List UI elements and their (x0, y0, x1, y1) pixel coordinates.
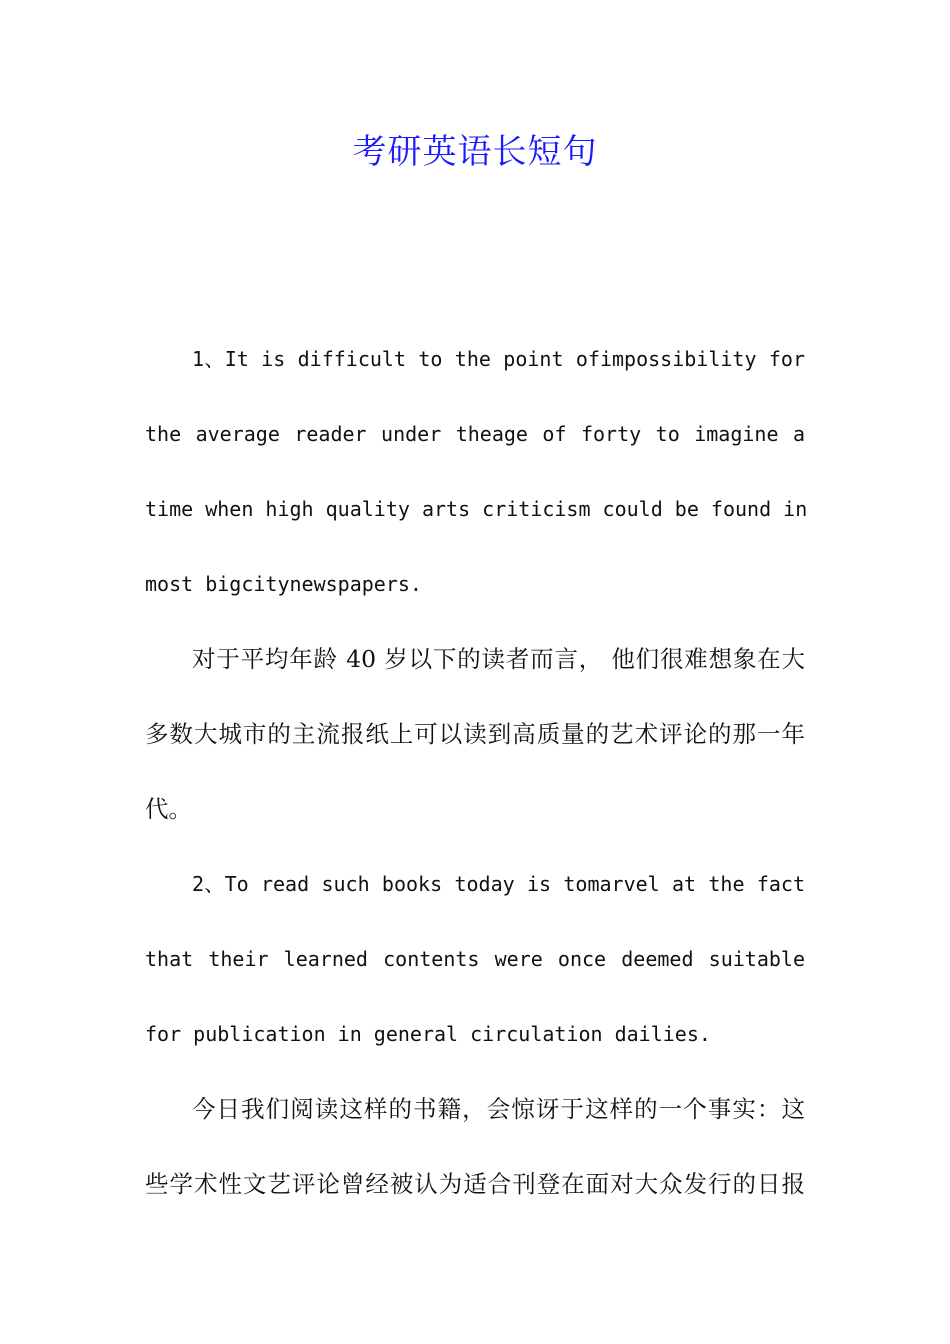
body-line: 代。 (145, 795, 192, 823)
body-line: time when high quality arts criticism could be found in (145, 497, 808, 521)
body-line: 1、It is difficult to the point ofimpossibility for (192, 347, 805, 371)
body-line: 对于平均年龄 40 岁以下的读者而言， 他们很难想象在大 (192, 645, 805, 673)
body-line: for publication in general circulation dailies. (145, 1022, 711, 1046)
body-line: 2、To read such books today is tomarvel at the fact (192, 872, 805, 896)
body-line: that their learned contents were once deemed suitable (145, 947, 805, 971)
body-line: 些学术性文艺评论曾经被认为适合刊登在面对大众发行的日报 (145, 1170, 805, 1198)
body-line: 今日我们阅读这样的书籍，会惊讶于这样的一个事实：这 (192, 1095, 805, 1123)
body-line: the average reader under theage of forty to imagine a (145, 422, 805, 446)
body-line: most bigcitynewspapers. (145, 572, 422, 596)
page-title: 考研英语长短句 (352, 132, 598, 172)
document-body (145, 335, 808, 1235)
body-line: 多数大城市的主流报纸上可以读到高质量的艺术评论的那一年 (145, 720, 805, 748)
